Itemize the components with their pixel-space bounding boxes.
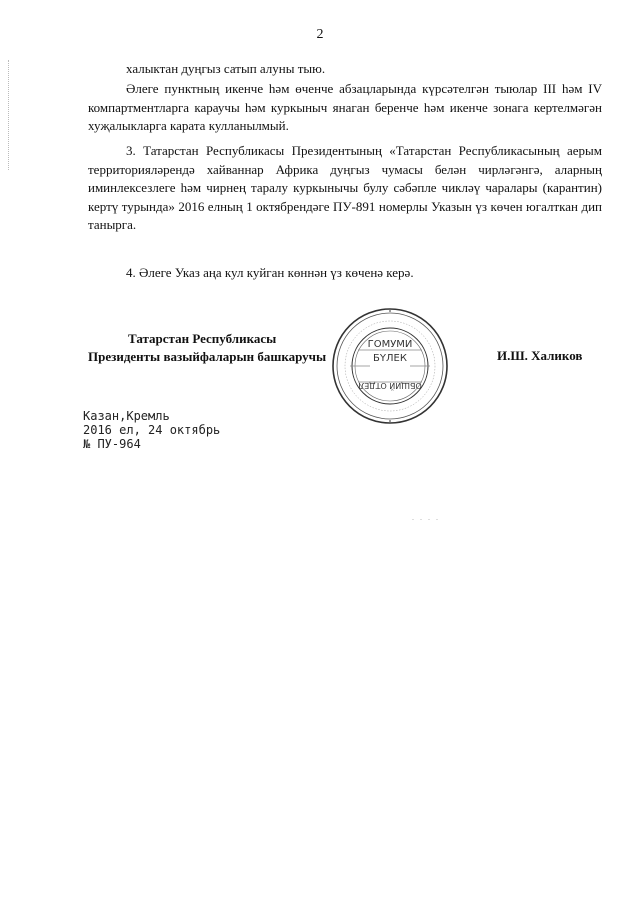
signatory-title xyxy=(88,330,326,366)
seal-text-mid: БҮЛЕК xyxy=(373,353,407,364)
paragraph-continuation: халыктан дуңгыз сатып алуны тыю. xyxy=(126,61,326,76)
signatory-title-line1: Татарстан Республикасы xyxy=(128,331,277,346)
place: Казан,Кремль xyxy=(83,409,170,423)
seal-text-top: ГОМУМИ xyxy=(367,339,413,350)
signatory-title-line2: Президенты вазыйфаларын башкаручы xyxy=(88,349,327,364)
seal-text-bottom: ОБЩИЙ ОТДЕЛ xyxy=(358,381,422,390)
margin-dots xyxy=(8,60,10,170)
paragraph-3: 3. Татарстан Республикасы Президентының «Татарстан Республикасының аерым территорияләрендә хайваннар Африка дуңгыз чумасы белән чирләгәнгә, аларның иминлексезлеге һәм чирнең таралу куркынычы булу сәбәпле чикләү чаралары (карантин) кертү турында» 2016 елның 1 октябрендәге ПУ-891 номерлы Указын үз көчен югалткан дип танырга. xyxy=(88,143,602,232)
scan-artifact-dots: . . . . xyxy=(412,513,440,522)
page-number: 2 xyxy=(316,27,324,42)
signatory-name: И.Ш. Халиков xyxy=(497,348,583,363)
paragraph-exemption: Әлеге пунктның икенче һәм өченче абзацларында күрсәтелгән тыюлар III һәм IV компартментларга караучы һәм куркыныч янаган беренче һәм икенче зонага кертелмәгән хуҗалыкларга карата кулланылмый. xyxy=(88,81,602,133)
paragraph-4: 4. Әлеге Указ аңа кул куйган көннән үз көченә керә. xyxy=(126,265,414,280)
decree-number: № ПУ-964 xyxy=(83,437,141,451)
date: 2016 ел, 24 октябрь xyxy=(83,423,221,437)
official-seal xyxy=(330,306,450,426)
place-date-block xyxy=(83,409,220,451)
